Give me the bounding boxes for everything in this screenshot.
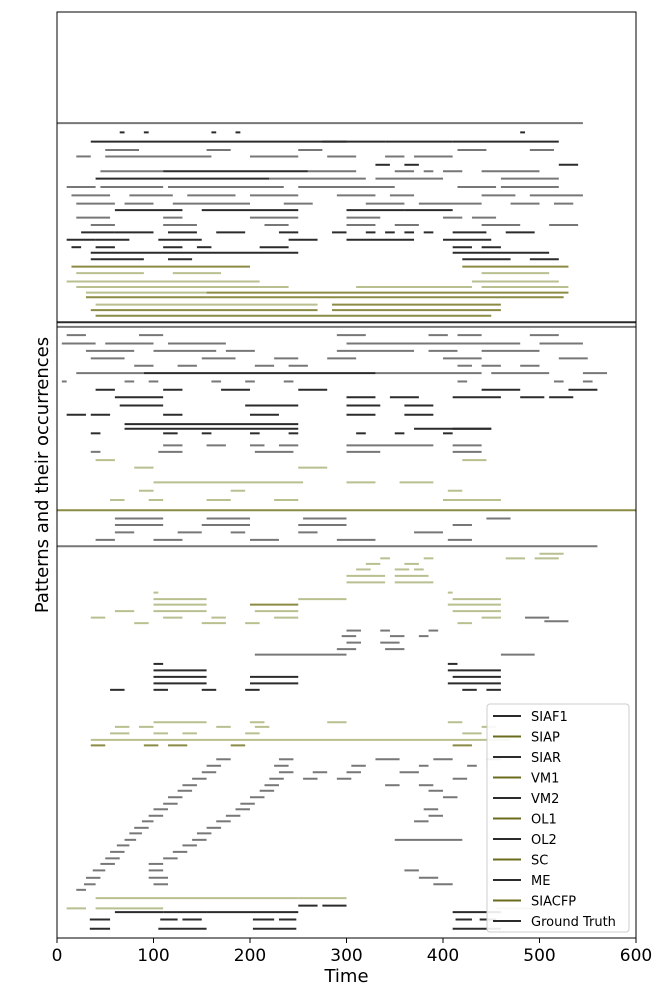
legend-label: ME — [531, 874, 551, 889]
legend-label: SIACFP — [531, 894, 577, 910]
y-axis-label: Patterns and their occurrences — [32, 336, 53, 614]
legend-label: SC — [531, 853, 549, 869]
legend-label: Ground Truth — [531, 915, 616, 930]
x-tick-label: 100 — [137, 946, 170, 966]
legend-label: SIAR — [531, 751, 562, 766]
legend-label: OL2 — [531, 833, 557, 848]
x-tick-label: 200 — [233, 946, 267, 966]
x-tick-label: 0 — [51, 946, 63, 966]
legend-label: SIAP — [531, 730, 560, 746]
legend-label: VM2 — [531, 792, 560, 807]
legend — [487, 704, 629, 932]
x-tick-label: 400 — [426, 946, 460, 966]
x-tick-label: 300 — [330, 946, 363, 966]
legend-label: SIAF1 — [531, 710, 568, 725]
x-tick-label: 600 — [619, 946, 653, 966]
legend-label: OL1 — [531, 812, 557, 828]
x-axis-label: Time — [324, 966, 369, 987]
x-axis — [52, 938, 653, 966]
legend-label: VM1 — [531, 771, 560, 787]
x-tick-label: 500 — [523, 946, 556, 966]
